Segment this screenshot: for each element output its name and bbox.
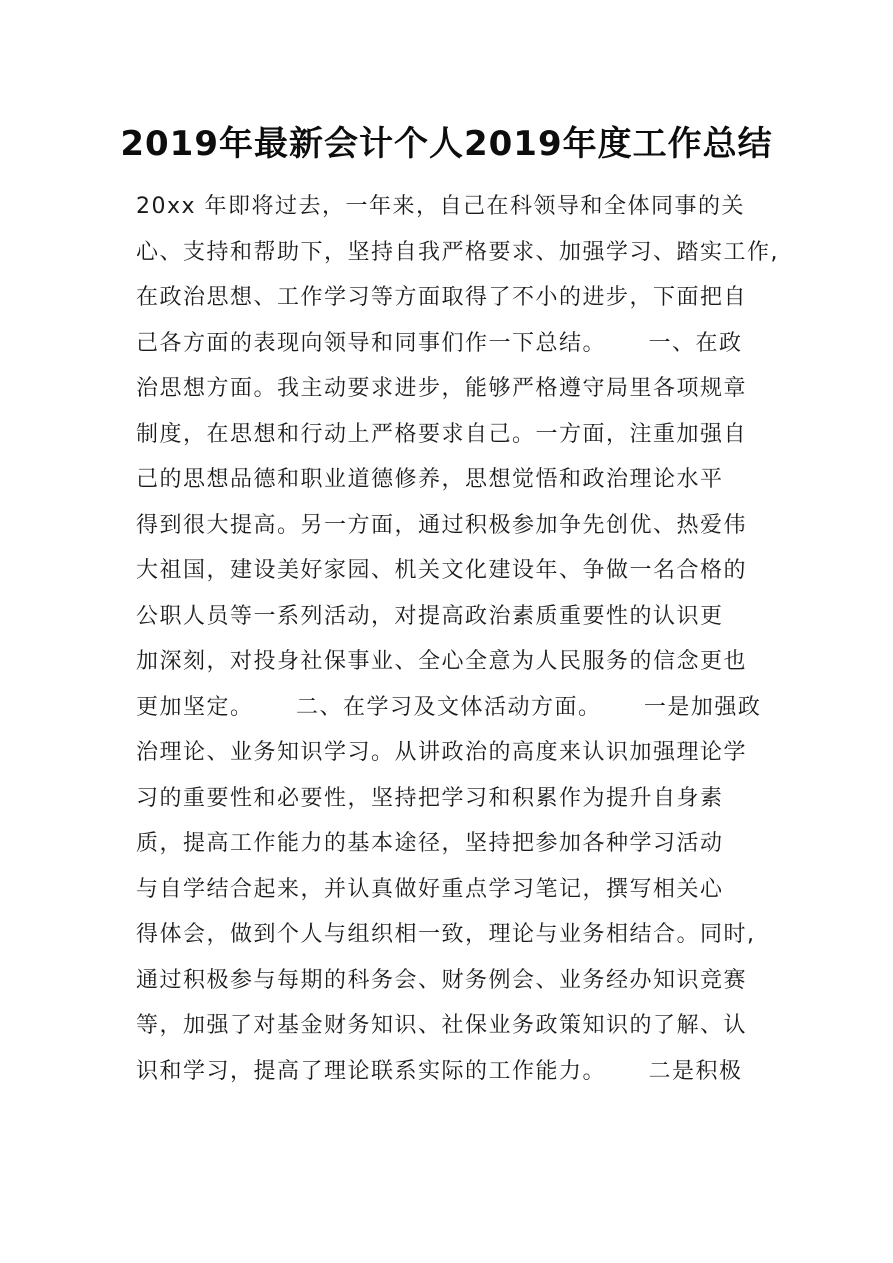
body-line-14: 习的重要性和必要性，坚持把学习和积累作为提升自身素 xyxy=(136,785,724,811)
body-line-9: 大祖国，建设美好家园、机关文化建设年、争做一名合格的 xyxy=(136,558,748,583)
body-line-17: 得体会，做到个人与组织相一致，理论与业务相结合。同时, xyxy=(136,922,756,947)
body-line-10: 公职人员等一系列活动，对提高政治素质重要性的认识更 xyxy=(136,603,724,629)
body-line-12: 更加坚定。 二、在学习及文体活动方面。 一是加强政 xyxy=(136,694,762,720)
body-line-6: 制度，在思想和行动上严格要求自己。一方面，注重加强自 xyxy=(136,421,748,447)
body-line-20: 识和学习，提高了理论联系实际的工作能力。 二是积极 xyxy=(136,1058,743,1084)
body-line-7: 己的思想品德和职业道德修养，思想觉悟和政治理论水平 xyxy=(136,467,724,492)
body-line-3: 在政治思想、工作学习等方面取得了不小的进步，下面把自 xyxy=(136,285,748,310)
body-line-1: 20xx 年即将过去，一年来，自己在科领导和全体同事的关 xyxy=(136,194,746,219)
body-line-15: 质，提高工作能力的基本途径，坚持把参加各种学习活动 xyxy=(136,831,724,856)
body-line-2: 心、支持和帮助下，坚持自我严格要求、加强学习、踏实工作, xyxy=(136,239,779,265)
body-line-8: 得到很大提高。另一方面，通过积极参加争先创优、热爱伟 xyxy=(136,512,748,538)
body-line-11: 加深刻，对投身社保事业、全心全意为人民服务的信念更也 xyxy=(136,649,748,674)
body-line-4: 己各方面的表现向领导和同事们作一下总结。 一、在政 xyxy=(136,330,743,356)
body-line-16: 与自学结合起来，并认真做好重点学习笔记，撰写相关心 xyxy=(136,876,724,902)
body-line-19: 等，加强了对基金财务知识、社保业务政策知识的了解、认 xyxy=(136,1013,748,1038)
body-line-18: 通过积极参与每期的科务会、财务例会、业务经办知识竞赛 xyxy=(136,967,748,993)
document-title: 2019年最新会计个人2019年度工作总结 xyxy=(120,124,773,164)
document-body xyxy=(136,184,779,1094)
body-line-5: 治思想方面。我主动要求进步，能够严格遵守局里各项规章 xyxy=(136,376,748,401)
body-line-13: 治理论、业务知识学习。从讲政治的高度来认识加强理论学 xyxy=(136,740,748,765)
